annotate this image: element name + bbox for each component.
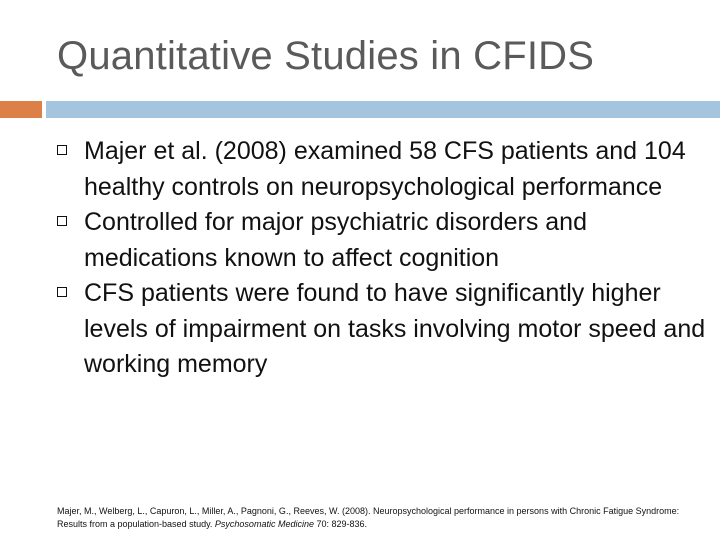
reference-authors-title: Majer, M., Welberg, L., Capuron, L., Miller, A., Pagnoni, G., Reeves, W. (2008). Neuropsychological performance in persons with Chronic Fatigue Syndrome: Results from a population-based study.	[57, 506, 680, 529]
bullet-text: Majer et al. (2008) examined 58 CFS patients and 104 healthy controls on neuropsychological performance	[84, 137, 686, 201]
bullet-list	[57, 134, 707, 383]
reference-journal: Psychosomatic Medicine	[214, 519, 314, 529]
title-divider-bar	[46, 101, 720, 118]
reference-volume-pages: 70: 829-836.	[313, 519, 368, 529]
square-bullet-icon	[57, 145, 67, 155]
bullet-text: Controlled for major psychiatric disorders and medications known to affect cognition	[84, 208, 587, 272]
title-accent-bar	[0, 101, 42, 118]
square-bullet-icon	[57, 216, 67, 226]
reference-citation	[57, 505, 707, 531]
bullet-text: CFS patients were found to have significantly higher levels of impairment on tasks involving motor speed and working memory	[84, 279, 706, 378]
slide-title: Quantitative Studies in CFIDS	[57, 34, 595, 78]
bullet-item	[57, 276, 707, 383]
bullet-item	[57, 134, 707, 205]
square-bullet-icon	[57, 287, 67, 297]
bullet-item	[57, 205, 707, 276]
